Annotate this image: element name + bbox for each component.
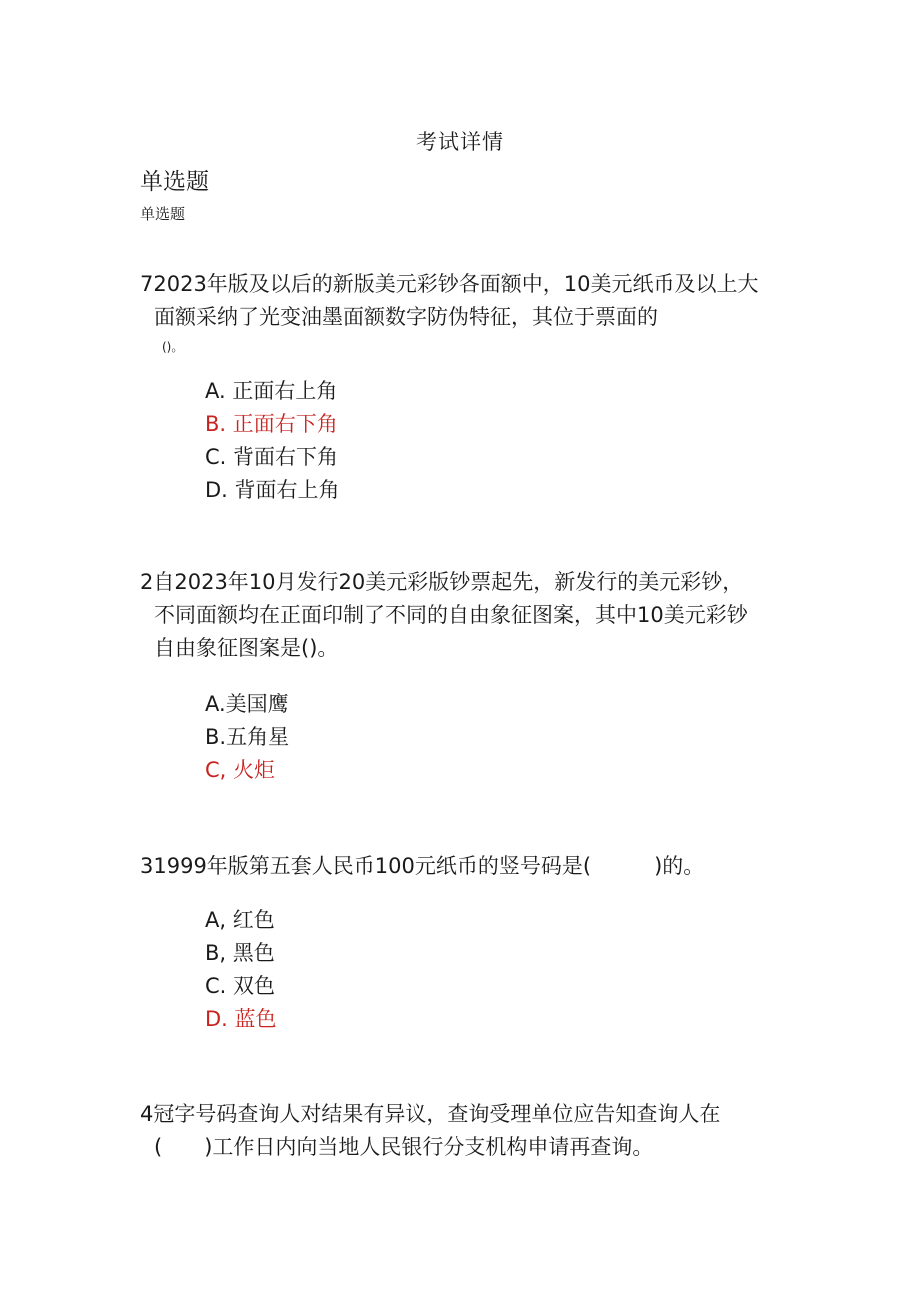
question-4-line-1: 4冠字号码查询人对结果有异议，查询受理单位应告知查询人在: [140, 1102, 721, 1126]
question-2-stem: [140, 566, 800, 665]
question-2-line-3: 自由象征图案是()。: [154, 636, 339, 660]
option-a[interactable]: A. 正面右上角: [205, 379, 338, 403]
option-d-correct[interactable]: D. 蓝色: [205, 1007, 277, 1031]
question-3-line-1: 31999年版第五套人民币100元纸币的竖号码是( )的。: [140, 854, 705, 878]
option-a[interactable]: A, 红色: [205, 908, 275, 932]
question-2-line-2: 不同面额均在正面印制了不同的自由象征图案，其中10美元彩钞: [154, 603, 748, 627]
question-4-line-2: ( )工作日内向当地人民银行分支机构申请再查询。: [154, 1135, 654, 1159]
question-2-options: [205, 688, 289, 787]
question-1-line-1: 72023年版及以后的新版美元彩钞各面额中，10美元纸币及以上大: [140, 272, 759, 296]
question-1-line-3: ()。: [162, 340, 184, 354]
page-title: 考试详情: [416, 130, 504, 154]
question-1-line-2: 面额采纳了光变油墨面额数字防伪特征，其位于票面的: [154, 305, 658, 329]
option-c[interactable]: C. 背面右下角: [205, 445, 339, 469]
option-c-correct[interactable]: C, 火炬: [205, 758, 276, 782]
question-3-stem: [140, 850, 800, 883]
option-b[interactable]: B, 黑色: [205, 941, 275, 965]
section-heading: 单选题: [140, 169, 209, 195]
option-c[interactable]: C. 双色: [205, 974, 276, 998]
question-1-options: [205, 375, 340, 507]
question-2-line-1: 2自2023年10月发行20美元彩版钞票起先，新发行的美元彩钞，: [140, 570, 744, 594]
option-a[interactable]: A.美国鹰: [205, 692, 289, 716]
option-b[interactable]: B.五角星: [205, 725, 290, 749]
option-d[interactable]: D. 背面右上角: [205, 478, 340, 502]
section-subheading: 单选题: [140, 205, 186, 223]
option-b-correct[interactable]: B. 正面右下角: [205, 412, 338, 436]
question-3-options: [205, 904, 277, 1036]
question-4-stem: [140, 1098, 800, 1164]
question-1-stem: [140, 268, 800, 360]
